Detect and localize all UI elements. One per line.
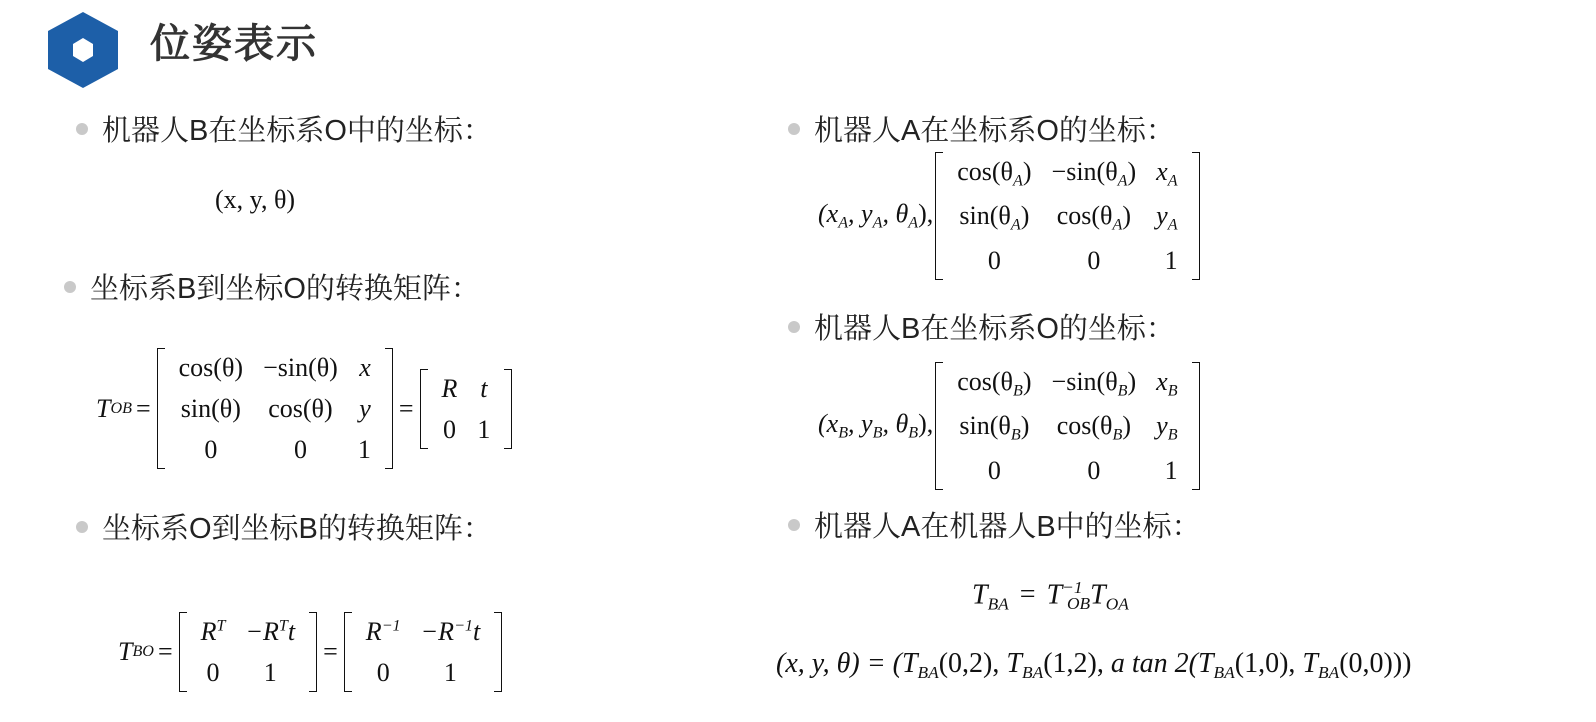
hexagon-icon — [44, 10, 122, 90]
t-symbol: T — [96, 393, 111, 423]
bullet-robot-a-in-o — [788, 108, 1175, 149]
matrix-cell: 1 — [1164, 245, 1178, 275]
pose-a-text: ($x_A$, $y_A$, $\theta_A$), — [818, 199, 934, 232]
bullet-text: 机器人B在坐标系O中的坐标： — [102, 115, 492, 147]
bullet-text: 坐标系O到坐标B的转换矩阵： — [102, 513, 492, 545]
bullet-robot-a-in-b — [788, 504, 1201, 545]
matrix-cell: 0 — [987, 245, 1001, 275]
matrix-b — [935, 362, 1199, 490]
matrix-cell: 1 — [263, 658, 277, 688]
bullet-dot — [788, 519, 800, 531]
bullet-dot — [76, 521, 88, 533]
matrix-cell: $-R^Tt$ — [245, 617, 296, 646]
equation-t-ob — [96, 348, 514, 469]
matrix-cell: 0 — [1087, 455, 1101, 485]
matrix-cell: 0 — [1087, 245, 1101, 275]
bullet-dot — [76, 123, 88, 135]
matrix-cell: $\cos(\theta_B)$ — [1056, 411, 1131, 445]
matrix-cell: cos(θ) — [268, 394, 333, 424]
equation-pose-a — [818, 152, 1202, 280]
pose-expression — [215, 185, 295, 215]
matrix-cell: $R^{-1}$ — [365, 617, 401, 646]
bullet-dot — [788, 321, 800, 333]
bullet-dot — [64, 281, 76, 293]
equals-sign: = — [398, 393, 414, 423]
matrix-cell: y — [359, 394, 371, 424]
matrix-cell: 1 — [1164, 455, 1178, 485]
bullet-robot-b-coords — [76, 108, 492, 149]
matrix-cell: $\cos(\theta_B)$ — [957, 367, 1032, 400]
t-subscript: OB — [110, 399, 132, 417]
matrix-cell: 0 — [376, 658, 390, 688]
bullet-text: 机器人B在坐标系O的坐标： — [814, 313, 1175, 345]
pose-b-text: ($x_B$, $y_B$, $\theta_B$), — [818, 409, 934, 442]
rotation-translation-matrix — [157, 348, 393, 469]
matrix-cell: $x_A$ — [1156, 157, 1178, 190]
equals-sign: = — [157, 637, 173, 667]
matrix-cell: 1 — [443, 658, 457, 688]
matrix-cell: 0 — [987, 455, 1001, 485]
t-symbol: T — [118, 637, 133, 667]
inverse-matrix — [344, 612, 502, 692]
inverse-transpose-matrix — [179, 612, 318, 692]
bullet-text: 坐标系B到坐标O的转换矩阵： — [90, 273, 480, 305]
matrix-cell: R — [441, 373, 458, 403]
matrix-a — [935, 152, 1199, 280]
bullet-robot-b-in-o — [788, 306, 1175, 347]
equation-t-ba: $T_{BA} = T^{-1}_{OB}T_{OA}$ — [972, 578, 1129, 614]
matrix-cell: $\cos(\theta_A)$ — [957, 157, 1032, 190]
pose-text: (x, y, θ) — [215, 185, 296, 214]
bullet-transform-b-to-o — [64, 266, 480, 307]
equation-t-bo — [118, 612, 504, 692]
matrix-cell: 0 — [293, 435, 307, 465]
matrix-cell: $R^T$ — [200, 617, 226, 646]
matrix-cell: t — [480, 373, 488, 403]
matrix-cell: 0 — [206, 658, 220, 688]
matrix-cell: $y_B$ — [1156, 411, 1178, 445]
bullet-text: 机器人A在坐标系O的坐标： — [814, 115, 1175, 147]
matrix-cell: −sin(θ) — [263, 353, 338, 382]
equals-sign: = — [135, 393, 151, 423]
matrix-cell: sin(θ) — [180, 394, 241, 424]
equation-pose-b — [818, 362, 1202, 490]
matrix-cell: 0 — [204, 435, 218, 465]
matrix-cell: $y_A$ — [1156, 201, 1178, 235]
t-subscript: BO — [132, 643, 154, 661]
matrix-cell: $-\sin(\theta_A)$ — [1051, 157, 1137, 190]
matrix-cell: $\sin(\theta_B)$ — [959, 411, 1030, 445]
block-matrix-rt — [420, 369, 513, 449]
bullet-dot — [788, 123, 800, 135]
equals-sign: = — [323, 637, 338, 667]
matrix-cell: cos(θ) — [178, 353, 244, 382]
matrix-cell: $-R^{-1}t$ — [420, 617, 481, 646]
matrix-cell: x — [359, 353, 371, 382]
matrix-cell: 1 — [357, 435, 371, 465]
matrix-cell: $\sin(\theta_A)$ — [959, 201, 1030, 235]
matrix-cell: 0 — [442, 414, 456, 444]
equation-final-pose: (x, y, $\theta) = (T_{BA}(0,2)$, $T_{BA}(1,2)$, a $\tan 2(T_{BA}(1,0)$, $T_{BA}(0,0)$)) — [776, 648, 1412, 683]
matrix-cell: 1 — [477, 414, 491, 444]
bullet-text: 机器人A在机器人B中的坐标： — [814, 511, 1201, 543]
bullet-transform-o-to-b — [76, 506, 492, 547]
matrix-cell: $x_B$ — [1156, 367, 1178, 400]
matrix-cell: $\cos(\theta_A)$ — [1056, 201, 1131, 235]
matrix-cell: $-\sin(\theta_B)$ — [1051, 367, 1137, 400]
page-title: 位姿表示 — [150, 22, 318, 66]
